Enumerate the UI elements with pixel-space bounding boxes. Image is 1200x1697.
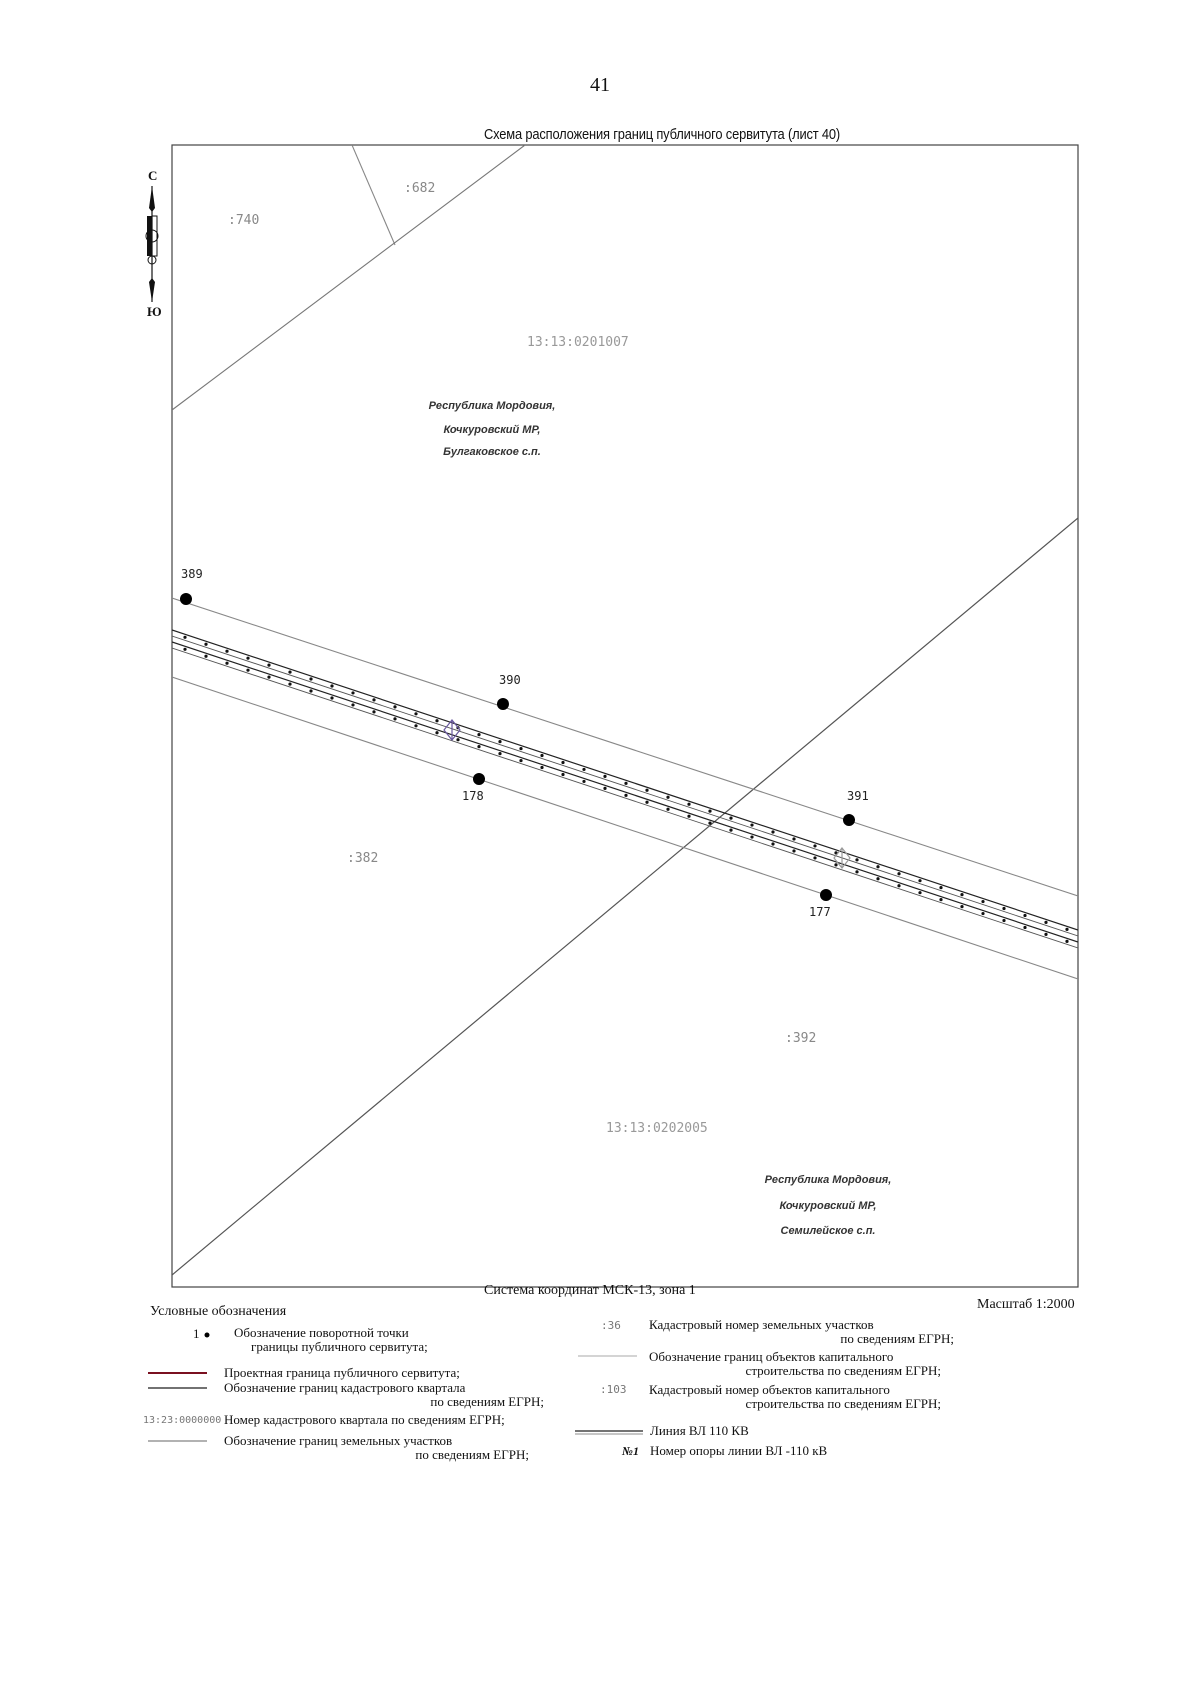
admin-label: Кочкуровский МР, xyxy=(779,1200,877,1212)
wire-dot xyxy=(561,761,564,764)
legend-capital-number-sample: :103 xyxy=(600,1383,627,1396)
wire-dot xyxy=(225,650,228,653)
wire-dot xyxy=(477,733,480,736)
legend-power-line xyxy=(575,1431,643,1434)
map-frame xyxy=(172,145,1078,1287)
legend-quarter-number-sample: 13:23:0000000 xyxy=(143,1415,222,1426)
legend-text-line: Обозначение поворотной точки xyxy=(234,1325,409,1340)
wire-dot xyxy=(834,863,837,866)
admin-label: Республика Мордовия, xyxy=(428,400,556,412)
wire-dot xyxy=(309,677,312,680)
wire-dot xyxy=(204,655,207,658)
legend-text-line: границы публичного сервитута; xyxy=(251,1339,428,1354)
wire-dot xyxy=(897,884,900,887)
turning-point xyxy=(843,814,855,826)
admin-label: Булгаковское с.п. xyxy=(443,446,541,458)
compass-north: С xyxy=(148,168,158,183)
servitude-boundary-line xyxy=(172,598,1078,896)
wire-dot xyxy=(687,815,690,818)
legend-text-line: по сведениям ЕГРН; xyxy=(840,1331,954,1346)
wire-dot xyxy=(225,662,228,665)
legend-pole-sample: №1 xyxy=(622,1444,639,1458)
wire-dot xyxy=(813,856,816,859)
wire-dot xyxy=(246,657,249,660)
legend-text-line: по сведениям ЕГРН; xyxy=(430,1394,544,1409)
wire-dot xyxy=(981,912,984,915)
wire-dot xyxy=(918,891,921,894)
wire-dot xyxy=(897,872,900,875)
wire-dot xyxy=(645,801,648,804)
wire-dot xyxy=(729,828,732,831)
wire-dot xyxy=(393,705,396,708)
servitude-boundary-line xyxy=(172,677,1078,979)
wire-dot xyxy=(687,803,690,806)
parcel-label: :740 xyxy=(228,213,260,228)
wire-dot xyxy=(456,738,459,741)
wire-dot xyxy=(624,782,627,785)
wire-dot xyxy=(1023,914,1026,917)
parcel-boundary-line xyxy=(352,145,395,245)
legend-pole-text: Номер опоры линии ВЛ -110 кВ xyxy=(650,1443,828,1458)
legend-text-line: строительства по сведениям ЕГРН; xyxy=(745,1363,941,1378)
wire-dot xyxy=(1002,919,1005,922)
legend-capital-boundary-text xyxy=(649,1350,941,1378)
wire-dot xyxy=(372,698,375,701)
legend-parcel-number-text xyxy=(649,1318,954,1346)
legend-power-line-text: Линия ВЛ 110 КВ xyxy=(650,1423,749,1438)
wire-dot xyxy=(1002,907,1005,910)
wire-dot xyxy=(204,643,207,646)
wire-dot xyxy=(876,865,879,868)
wire-dot xyxy=(666,796,669,799)
point-label: 177 xyxy=(809,905,831,919)
legend-quarter-boundary-text xyxy=(224,1381,544,1409)
wire-dot xyxy=(855,870,858,873)
wire-dot xyxy=(498,740,501,743)
wire-dot xyxy=(330,696,333,699)
compass xyxy=(146,168,162,319)
turning-point xyxy=(180,593,192,605)
wire-dot xyxy=(708,810,711,813)
wire-dot xyxy=(750,835,753,838)
wire-dot xyxy=(519,747,522,750)
wire-dot xyxy=(813,844,816,847)
legend-text-line: Обозначение границ кадастрового квартала xyxy=(224,1380,466,1395)
parcel-label: :682 xyxy=(404,181,436,196)
wire-dot xyxy=(792,837,795,840)
wire-dot xyxy=(771,842,774,845)
point-label: 389 xyxy=(181,567,203,581)
point-label: 391 xyxy=(847,789,869,803)
legend-text-line: по сведениям ЕГРН; xyxy=(415,1447,529,1462)
wire-dot xyxy=(939,898,942,901)
map-title-text: Схема расположения границ публичного сервитута (лист 40) xyxy=(484,126,841,143)
wire-dot xyxy=(183,636,186,639)
wire-dot xyxy=(288,682,291,685)
legend-text-line: Кадастровый номер объектов капитального xyxy=(649,1382,890,1397)
admin-label: Республика Мордовия, xyxy=(764,1174,892,1186)
turning-point xyxy=(497,698,509,710)
wire-dot xyxy=(729,816,732,819)
wire-dot xyxy=(708,822,711,825)
wire-dot xyxy=(960,905,963,908)
wire-dot xyxy=(960,893,963,896)
wire-dot xyxy=(1044,921,1047,924)
parcel-label: :392 xyxy=(785,1031,817,1046)
quarter-label: 13:13:0201007 xyxy=(527,335,629,350)
wire-dot xyxy=(288,670,291,673)
wire-dot xyxy=(1023,926,1026,929)
legend-parcel-boundary-text xyxy=(224,1434,529,1462)
wire-dot xyxy=(414,712,417,715)
wire-dot xyxy=(477,745,480,748)
wire-dot xyxy=(582,768,585,771)
power-line xyxy=(172,630,1078,948)
wire-dot xyxy=(645,789,648,792)
page-number: 41 xyxy=(590,74,610,96)
wire-dot xyxy=(435,731,438,734)
wire-dot xyxy=(603,787,606,790)
parcel-boundary-line xyxy=(172,145,525,410)
wire-dot xyxy=(183,648,186,651)
wire-dot xyxy=(918,879,921,882)
wire-dot xyxy=(1065,940,1068,943)
compass-south: Ю xyxy=(147,304,162,319)
legend-heading: Условные обозначения xyxy=(150,1304,287,1319)
coord-system: Система координат МСК-13, зона 1 xyxy=(484,1283,696,1298)
legend-parcel-number-sample: :36 xyxy=(601,1319,621,1332)
wire-dot xyxy=(540,754,543,757)
quarter-label: 13:13:0202005 xyxy=(606,1121,708,1136)
wire-dot xyxy=(309,689,312,692)
wire-dot xyxy=(246,669,249,672)
wire-dot xyxy=(519,759,522,762)
legend-text-line: Кадастровый номер земельных участков xyxy=(649,1317,874,1332)
wire-dot xyxy=(540,766,543,769)
legend-text-line: строительства по сведениям ЕГРН; xyxy=(745,1396,941,1411)
wire-dot xyxy=(939,886,942,889)
admin-label: Кочкуровский МР, xyxy=(443,424,541,436)
wire-dot xyxy=(981,900,984,903)
wire-dot xyxy=(1044,933,1047,936)
turning-point xyxy=(473,773,485,785)
wire-dot xyxy=(750,823,753,826)
legend-servitude-text: Проектная граница публичного сервитута; xyxy=(224,1365,460,1380)
wire-dot xyxy=(792,849,795,852)
admin-label: Семилейское с.п. xyxy=(780,1225,876,1237)
wire-dot xyxy=(771,830,774,833)
parcel-label: :382 xyxy=(347,851,379,866)
wire-dot xyxy=(267,676,270,679)
map-scale: Масштаб 1:2000 xyxy=(977,1297,1075,1312)
wire-dot xyxy=(330,684,333,687)
wire-dot xyxy=(666,808,669,811)
legend-capital-number-text xyxy=(649,1383,941,1411)
wire-dot xyxy=(624,794,627,797)
wire-dot xyxy=(498,752,501,755)
wire-dot xyxy=(414,724,417,727)
wire-dot xyxy=(267,664,270,667)
wire-dot xyxy=(582,780,585,783)
wire-dot xyxy=(351,691,354,694)
turning-points xyxy=(180,593,855,901)
legend-point-text xyxy=(234,1326,428,1354)
wire-dot xyxy=(393,717,396,720)
wire-dot xyxy=(603,775,606,778)
wire-dot xyxy=(855,858,858,861)
point-label: 390 xyxy=(499,673,521,687)
point-label: 178 xyxy=(462,789,484,803)
wire-dot xyxy=(561,773,564,776)
wire-dot xyxy=(435,719,438,722)
wire-dot xyxy=(1065,928,1068,931)
legend-text-line: Обозначение границ земельных участков xyxy=(224,1433,453,1448)
legend-quarter-number-text: Номер кадастрового квартала по сведениям ЕГРН; xyxy=(224,1412,505,1427)
turning-point xyxy=(820,889,832,901)
wire-dot xyxy=(351,703,354,706)
wire-dot xyxy=(876,877,879,880)
legend-point-sample: 1 xyxy=(193,1326,200,1341)
legend-point-dot xyxy=(205,1333,210,1338)
legend-text-line: Обозначение границ объектов капитального xyxy=(649,1349,894,1364)
wire-dot xyxy=(372,710,375,713)
